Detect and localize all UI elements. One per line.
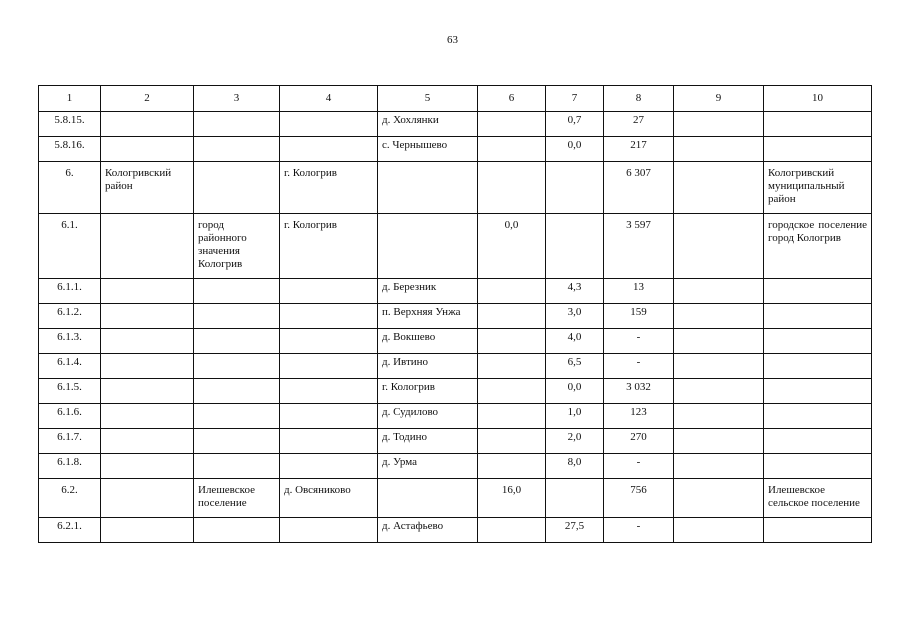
- row-number-cell: 6.: [39, 162, 101, 214]
- distance-cell: 2,0: [546, 429, 604, 454]
- population-cell: 217: [604, 137, 674, 162]
- header-cell-1: 1: [39, 86, 101, 112]
- distance-center-cell: [478, 112, 546, 137]
- admin-center-cell: [280, 379, 378, 404]
- distance-center-cell: [478, 137, 546, 162]
- table-row: [39, 137, 872, 162]
- row-number-cell: 6.2.1.: [39, 518, 101, 543]
- admin-center-cell: [280, 329, 378, 354]
- distance-center-cell: 16,0: [478, 479, 546, 518]
- admin-center-cell: [280, 112, 378, 137]
- table-row: [39, 354, 872, 379]
- column-9-cell: [674, 518, 764, 543]
- admin-center-cell: г. Кологрив: [280, 214, 378, 279]
- municipality-cell: Кологривский муниципальный район: [764, 162, 872, 214]
- header-cell-5: 5: [378, 86, 478, 112]
- table-row: [39, 454, 872, 479]
- settlement-type-cell: [194, 279, 280, 304]
- district-cell: [101, 479, 194, 518]
- municipality-cell: [764, 429, 872, 454]
- page-number: 63: [447, 34, 458, 46]
- municipality-cell: городское поселение город Кологрив: [764, 214, 872, 279]
- column-9-cell: [674, 304, 764, 329]
- district-cell: [101, 404, 194, 429]
- municipality-cell: [764, 354, 872, 379]
- table-row: [39, 404, 872, 429]
- column-9-cell: [674, 454, 764, 479]
- table-row: [39, 518, 872, 543]
- population-cell: 27: [604, 112, 674, 137]
- municipality-cell: [764, 137, 872, 162]
- distance-center-cell: [478, 304, 546, 329]
- admin-center-cell: [280, 518, 378, 543]
- row-number-cell: 6.2.: [39, 479, 101, 518]
- admin-center-cell: [280, 354, 378, 379]
- header-cell-10: 10: [764, 86, 872, 112]
- settlement-type-cell: [194, 454, 280, 479]
- municipality-cell: [764, 304, 872, 329]
- row-number-cell: 6.1.: [39, 214, 101, 279]
- row-number-cell: 6.1.8.: [39, 454, 101, 479]
- distance-cell: 0,0: [546, 379, 604, 404]
- settlement-type-cell: [194, 518, 280, 543]
- table-row: [39, 329, 872, 354]
- header-cell-4: 4: [280, 86, 378, 112]
- row-number-cell: 6.1.6.: [39, 404, 101, 429]
- header-row: [39, 86, 872, 112]
- settlements-table: [38, 85, 872, 543]
- district-cell: [101, 329, 194, 354]
- population-cell: 123: [604, 404, 674, 429]
- distance-center-cell: [478, 404, 546, 429]
- table-row: [39, 214, 872, 279]
- locality-cell: д. Ивтино: [378, 354, 478, 379]
- district-cell: [101, 354, 194, 379]
- locality-cell: д. Вокшево: [378, 329, 478, 354]
- settlement-type-cell: Илешевское поселение: [194, 479, 280, 518]
- distance-center-cell: [478, 454, 546, 479]
- table-row: [39, 479, 872, 518]
- district-cell: [101, 112, 194, 137]
- municipality-cell: [764, 404, 872, 429]
- distance-center-cell: [478, 279, 546, 304]
- admin-center-cell: г. Кологрив: [280, 162, 378, 214]
- municipality-cell: [764, 518, 872, 543]
- header-cell-2: 2: [101, 86, 194, 112]
- settlement-type-cell: [194, 162, 280, 214]
- distance-cell: 1,0: [546, 404, 604, 429]
- header-cell-3: 3: [194, 86, 280, 112]
- distance-center-cell: [478, 162, 546, 214]
- municipality-cell: [764, 279, 872, 304]
- settlement-type-cell: [194, 304, 280, 329]
- locality-cell: п. Верхняя Унжа: [378, 304, 478, 329]
- table-row: [39, 112, 872, 137]
- distance-center-cell: 0,0: [478, 214, 546, 279]
- population-cell: 3 032: [604, 379, 674, 404]
- population-cell: -: [604, 454, 674, 479]
- row-number-cell: 6.1.1.: [39, 279, 101, 304]
- municipality-cell: [764, 454, 872, 479]
- admin-center-cell: [280, 429, 378, 454]
- column-9-cell: [674, 329, 764, 354]
- header-cell-9: 9: [674, 86, 764, 112]
- district-cell: [101, 518, 194, 543]
- distance-cell: 0,0: [546, 137, 604, 162]
- distance-cell: 27,5: [546, 518, 604, 543]
- distance-center-cell: [478, 518, 546, 543]
- municipality-cell: [764, 112, 872, 137]
- locality-cell: д. Березник: [378, 279, 478, 304]
- municipality-cell: [764, 379, 872, 404]
- table-row: [39, 379, 872, 404]
- row-number-cell: 5.8.16.: [39, 137, 101, 162]
- distance-cell: [546, 214, 604, 279]
- column-9-cell: [674, 379, 764, 404]
- locality-cell: [378, 162, 478, 214]
- municipality-cell: Илешевское сельское поселение: [764, 479, 872, 518]
- admin-center-cell: [280, 404, 378, 429]
- admin-center-cell: [280, 454, 378, 479]
- header-cell-8: 8: [604, 86, 674, 112]
- population-cell: -: [604, 354, 674, 379]
- settlement-type-cell: [194, 429, 280, 454]
- distance-cell: 0,7: [546, 112, 604, 137]
- population-cell: 6 307: [604, 162, 674, 214]
- distance-center-cell: [478, 429, 546, 454]
- settlement-type-cell: [194, 404, 280, 429]
- table-row: [39, 304, 872, 329]
- locality-cell: д. Хохлянки: [378, 112, 478, 137]
- table-row: [39, 162, 872, 214]
- district-cell: [101, 454, 194, 479]
- row-number-cell: 6.1.3.: [39, 329, 101, 354]
- column-9-cell: [674, 404, 764, 429]
- settlement-type-cell: [194, 379, 280, 404]
- row-number-cell: 6.1.2.: [39, 304, 101, 329]
- header-cell-7: 7: [546, 86, 604, 112]
- settlement-type-cell: город районного значения Кологрив: [194, 214, 280, 279]
- population-cell: 270: [604, 429, 674, 454]
- distance-cell: [546, 162, 604, 214]
- district-cell: [101, 304, 194, 329]
- locality-cell: д. Астафьево: [378, 518, 478, 543]
- distance-center-cell: [478, 329, 546, 354]
- column-9-cell: [674, 279, 764, 304]
- distance-center-cell: [478, 379, 546, 404]
- row-number-cell: 5.8.15.: [39, 112, 101, 137]
- district-cell: [101, 379, 194, 404]
- column-9-cell: [674, 429, 764, 454]
- distance-cell: [546, 479, 604, 518]
- admin-center-cell: [280, 304, 378, 329]
- table-row: [39, 429, 872, 454]
- district-cell: [101, 137, 194, 162]
- locality-cell: г. Кологрив: [378, 379, 478, 404]
- distance-cell: 8,0: [546, 454, 604, 479]
- settlement-type-cell: [194, 329, 280, 354]
- district-cell: Кологривский район: [101, 162, 194, 214]
- column-9-cell: [674, 137, 764, 162]
- locality-cell: с. Чернышево: [378, 137, 478, 162]
- locality-cell: д. Судилово: [378, 404, 478, 429]
- admin-center-cell: д. Овсяниково: [280, 479, 378, 518]
- district-cell: [101, 279, 194, 304]
- population-cell: 159: [604, 304, 674, 329]
- settlement-type-cell: [194, 137, 280, 162]
- row-number-cell: 6.1.5.: [39, 379, 101, 404]
- distance-cell: 4,3: [546, 279, 604, 304]
- column-9-cell: [674, 354, 764, 379]
- municipality-cell: [764, 329, 872, 354]
- distance-cell: 6,5: [546, 354, 604, 379]
- header-cell-6: 6: [478, 86, 546, 112]
- district-cell: [101, 214, 194, 279]
- row-number-cell: 6.1.7.: [39, 429, 101, 454]
- population-cell: 756: [604, 479, 674, 518]
- admin-center-cell: [280, 137, 378, 162]
- column-9-cell: [674, 214, 764, 279]
- population-cell: 13: [604, 279, 674, 304]
- distance-center-cell: [478, 354, 546, 379]
- population-cell: -: [604, 329, 674, 354]
- locality-cell: [378, 214, 478, 279]
- population-cell: -: [604, 518, 674, 543]
- column-9-cell: [674, 479, 764, 518]
- column-9-cell: [674, 112, 764, 137]
- locality-cell: д. Тодино: [378, 429, 478, 454]
- table-row: [39, 279, 872, 304]
- distance-cell: 4,0: [546, 329, 604, 354]
- row-number-cell: 6.1.4.: [39, 354, 101, 379]
- locality-cell: д. Урма: [378, 454, 478, 479]
- settlement-type-cell: [194, 112, 280, 137]
- distance-cell: 3,0: [546, 304, 604, 329]
- settlement-type-cell: [194, 354, 280, 379]
- population-cell: 3 597: [604, 214, 674, 279]
- column-9-cell: [674, 162, 764, 214]
- locality-cell: [378, 479, 478, 518]
- admin-center-cell: [280, 279, 378, 304]
- district-cell: [101, 429, 194, 454]
